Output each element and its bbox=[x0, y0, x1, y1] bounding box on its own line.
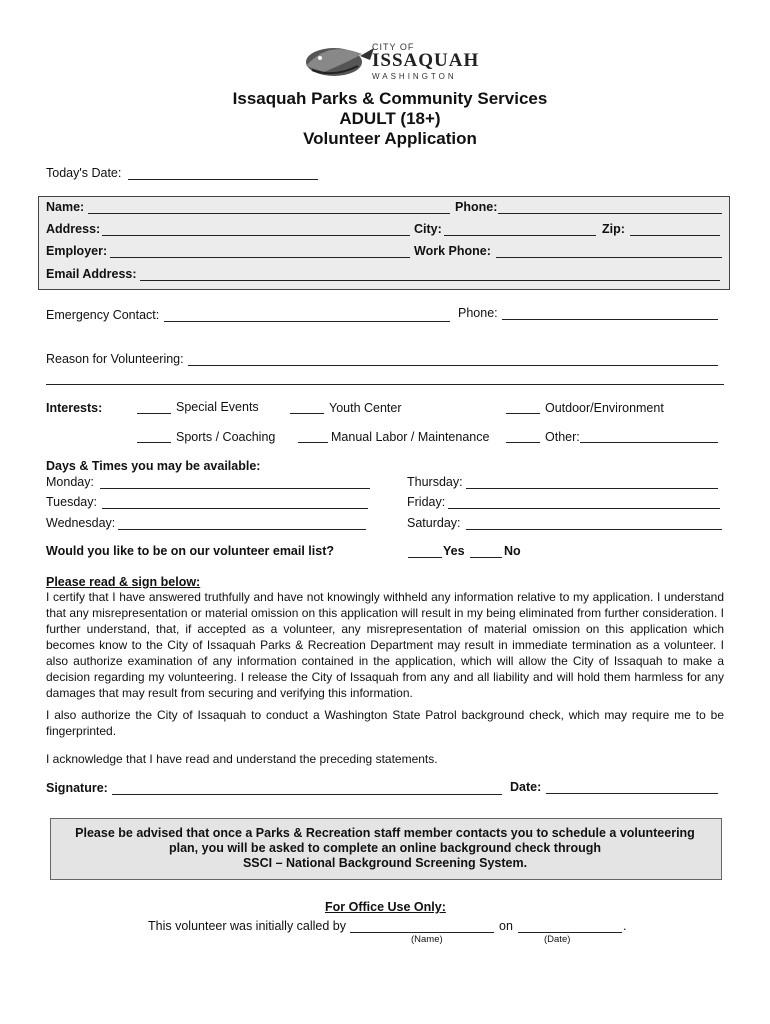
reason-field-line1[interactable] bbox=[188, 365, 718, 366]
office-name-field[interactable] bbox=[350, 932, 494, 933]
sports-checkbox[interactable] bbox=[137, 442, 171, 443]
office-period: . bbox=[623, 919, 627, 933]
phone-field[interactable] bbox=[498, 213, 722, 214]
fish-logo-icon bbox=[298, 36, 378, 84]
city-label: City: bbox=[414, 222, 442, 236]
interests-label: Interests: bbox=[46, 401, 103, 415]
email-list-no-label: No bbox=[504, 544, 521, 558]
office-date-caption: (Date) bbox=[544, 934, 571, 945]
email-field[interactable] bbox=[140, 280, 720, 281]
signature-field[interactable] bbox=[112, 794, 502, 795]
other-field[interactable] bbox=[580, 442, 718, 443]
other-label: Other: bbox=[545, 430, 580, 444]
email-label: Email Address: bbox=[46, 267, 137, 281]
manual-labor-label: Manual Labor / Maintenance bbox=[331, 430, 490, 444]
phone-label: Phone: bbox=[455, 200, 498, 214]
tuesday-field[interactable] bbox=[102, 508, 368, 509]
work-phone-label: Work Phone: bbox=[414, 244, 491, 258]
contact-info-box bbox=[38, 196, 730, 290]
office-name-caption: (Name) bbox=[411, 934, 443, 945]
name-field[interactable] bbox=[88, 213, 450, 214]
tuesday-label: Tuesday: bbox=[46, 495, 97, 509]
address-field[interactable] bbox=[102, 235, 410, 236]
emergency-phone-field[interactable] bbox=[502, 319, 718, 320]
employer-field[interactable] bbox=[110, 257, 410, 258]
email-list-yes-label: Yes bbox=[443, 544, 465, 558]
date-field[interactable] bbox=[546, 793, 718, 794]
thursday-label: Thursday: bbox=[407, 475, 463, 489]
page-title: Issaquah Parks & Community Services bbox=[232, 89, 548, 108]
outdoor-label: Outdoor/Environment bbox=[545, 401, 664, 415]
date-label: Date: bbox=[510, 780, 542, 794]
city-field[interactable] bbox=[444, 235, 596, 236]
certification-paragraph: I certify that I have answered truthfully and have not knowingly withheld any information relative to my application. I understand that any misrepresentation or material omission on this application will result in my being eliminated from further consideration. I further understand, that, if accepted as a volunteer, any misrepresentation of material omission on this application which becomes know to the City of Issaquah Parks & Recreation Department may result in immediate termination as a volunteer. I also authorize examination of any information contained in the application, which will allow the City of Issaquah to make a decision regarding my volunteering. I release the City of Issaquah from any and all liability and will hold them harmless for any damages that may result from securing and verifying this information. bbox=[46, 590, 724, 700]
background-check-paragraph: I also authorize the City of Issaquah to conduct a Washington State Patrol background check, which may require me to be fingerprinted. bbox=[46, 708, 724, 738]
emergency-contact-field[interactable] bbox=[164, 321, 450, 322]
zip-label: Zip: bbox=[602, 222, 625, 236]
reason-label: Reason for Volunteering: bbox=[46, 352, 184, 366]
special-events-label: Special Events bbox=[176, 400, 259, 414]
office-use-heading: For Office Use Only: bbox=[325, 900, 446, 914]
wednesday-field[interactable] bbox=[118, 529, 366, 530]
logo-city-of: CITY OF bbox=[372, 42, 415, 52]
notice-line1: Please be advised that once a Parks & Recreation staff member contacts you to schedule a volunteering bbox=[75, 826, 695, 840]
logo-issaquah: ISSAQUAH bbox=[372, 50, 480, 71]
page-subtitle-form: Volunteer Application bbox=[303, 129, 477, 148]
email-list-yes-checkbox[interactable] bbox=[408, 557, 442, 558]
office-date-field[interactable] bbox=[518, 932, 622, 933]
other-checkbox[interactable] bbox=[506, 442, 540, 443]
emergency-contact-label: Emergency Contact: bbox=[46, 308, 160, 322]
page-subtitle-age: ADULT (18+) bbox=[339, 109, 441, 128]
saturday-label: Saturday: bbox=[407, 516, 461, 530]
saturday-field[interactable] bbox=[466, 529, 722, 530]
email-list-question: Would you like to be on our volunteer email list? bbox=[46, 544, 334, 558]
todays-date-label: Today's Date: bbox=[46, 166, 122, 180]
reason-field-line2[interactable] bbox=[46, 384, 724, 385]
email-list-no-checkbox[interactable] bbox=[470, 557, 502, 558]
zip-field[interactable] bbox=[630, 235, 720, 236]
name-label: Name: bbox=[46, 200, 85, 214]
todays-date-field[interactable] bbox=[128, 179, 318, 180]
youth-center-checkbox[interactable] bbox=[290, 413, 324, 414]
office-on-text: on bbox=[499, 919, 513, 933]
employer-label: Employer: bbox=[46, 244, 108, 258]
logo-washington: WASHINGTON bbox=[372, 72, 457, 81]
wednesday-label: Wednesday: bbox=[46, 516, 116, 530]
notice-line3: SSCI – National Background Screening System. bbox=[242, 856, 528, 870]
acknowledge-paragraph: I acknowledge that I have read and understand the preceding statements. bbox=[46, 752, 438, 766]
notice-line2: plan, you will be asked to complete an online background check through bbox=[168, 841, 601, 855]
friday-label: Friday: bbox=[407, 495, 446, 509]
monday-label: Monday: bbox=[46, 475, 94, 489]
sign-heading: Please read & sign below: bbox=[46, 575, 201, 589]
work-phone-field[interactable] bbox=[496, 257, 722, 258]
manual-labor-checkbox[interactable] bbox=[298, 442, 328, 443]
office-called-by-text: This volunteer was initially called by bbox=[148, 919, 347, 933]
outdoor-checkbox[interactable] bbox=[506, 413, 540, 414]
emergency-phone-label: Phone: bbox=[458, 306, 498, 320]
special-events-checkbox[interactable] bbox=[137, 413, 171, 414]
address-label: Address: bbox=[46, 222, 101, 236]
availability-heading: Days & Times you may be available: bbox=[46, 459, 261, 473]
friday-field[interactable] bbox=[448, 508, 720, 509]
thursday-field[interactable] bbox=[466, 488, 718, 489]
signature-label: Signature: bbox=[46, 781, 108, 795]
sports-label: Sports / Coaching bbox=[176, 430, 276, 444]
youth-center-label: Youth Center bbox=[329, 401, 402, 415]
monday-field[interactable] bbox=[100, 488, 370, 489]
